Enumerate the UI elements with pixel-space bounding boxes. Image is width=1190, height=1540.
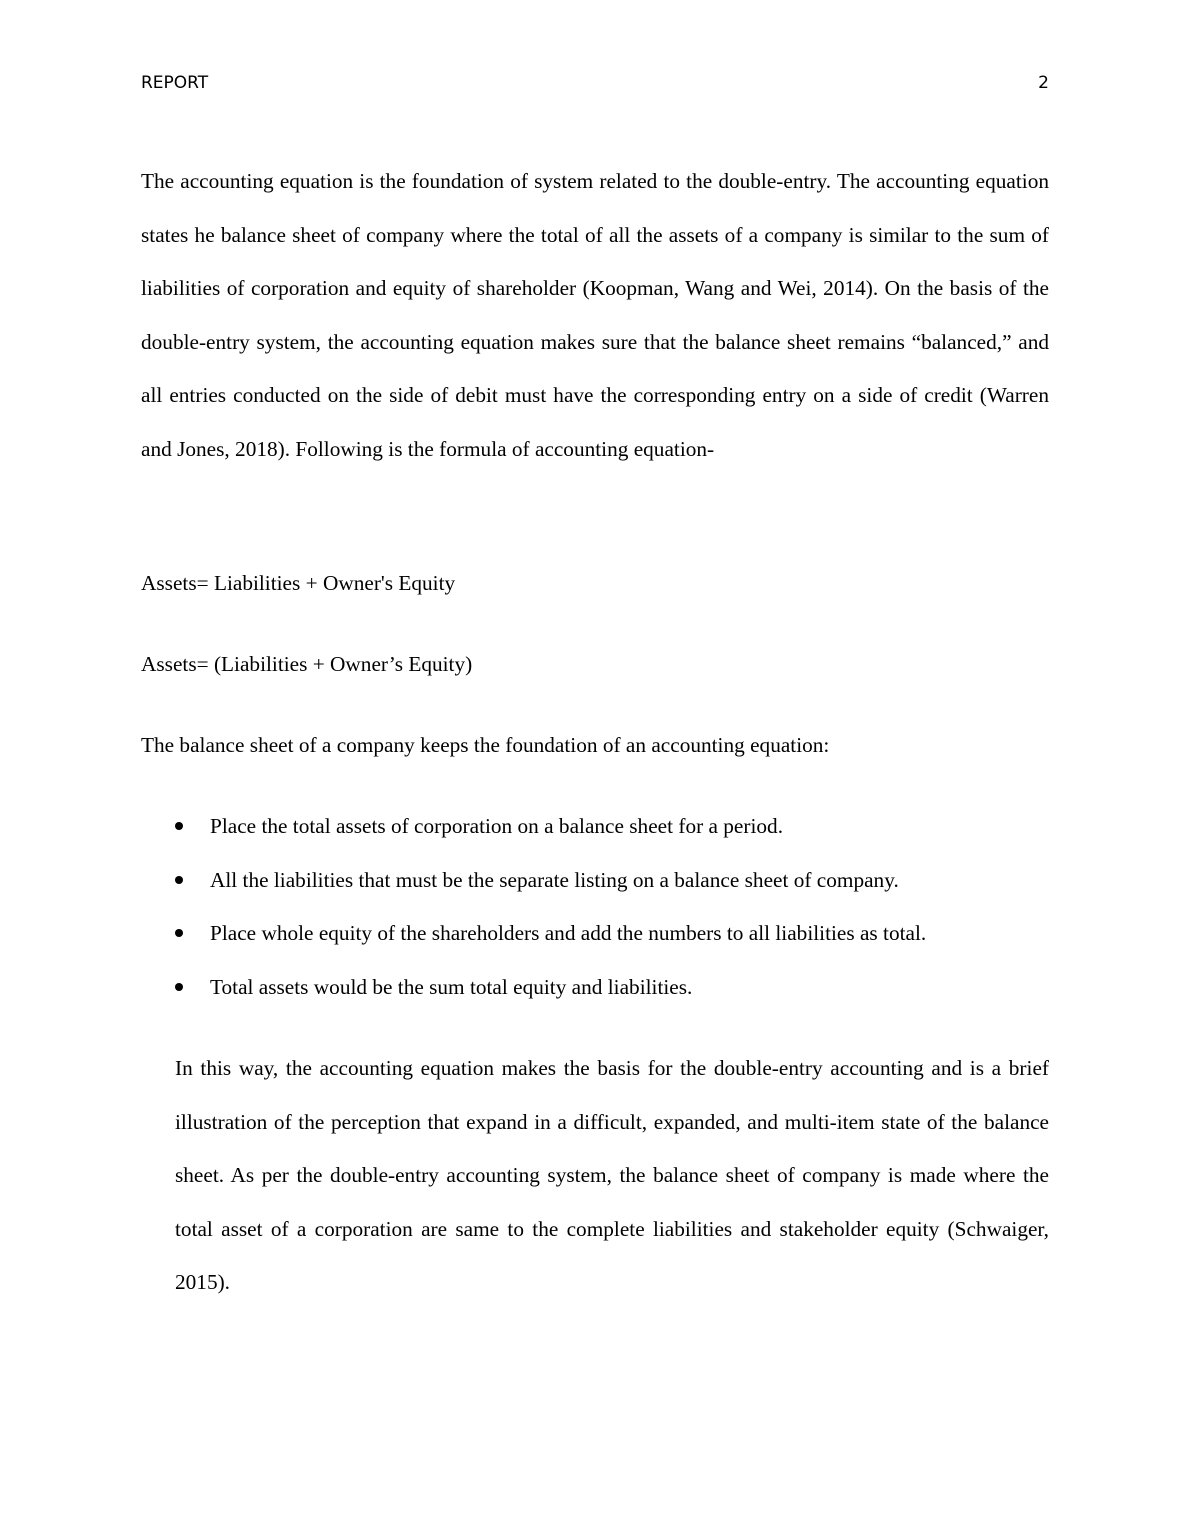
page-number: 2 [1038, 73, 1049, 93]
paragraph-double-entry: In this way, the accounting equation makes the basis for the double-entry accounting and is a brief illustration of the perception that expand in a difficult, expanded, and multi-item state of the balance sheet. As per the double-entry accounting system, the balance sheet of company is made where the total asset of a corporation are same to the complete liabilities and stakeholder equity (Schwaiger, 2015). [175, 1056, 1049, 1295]
bullet-icon [175, 929, 183, 937]
equation-line-2: Assets= (Liabilities + Owner’s Equity) [141, 652, 473, 676]
paragraph-accounting-equation: The accounting equation is the foundation of system related to the double-entry. The accounting equation states he balance sheet of company where the total of all the assets of a company is similar to the sum of liabilities of corporation and equity of shareholder (Koopman, Wang and Wei, 2014). On the basis of the double-entry system, the accounting equation makes sure that the balance sheet remains “balanced,” and all entries conducted on the side of debit must have the corresponding entry on a side of credit (Warren and Jones, 2018). Following is the formula of accounting equation- [141, 169, 1049, 461]
list-item-text: Total assets would be the sum total equity and liabilities. [210, 975, 693, 999]
balance-sheet-intro: The balance sheet of a company keeps the foundation of an accounting equation: [141, 733, 830, 757]
page-header [141, 72, 1049, 94]
bullet-icon [175, 822, 183, 830]
running-head: REPORT [141, 73, 209, 93]
list-item-text: All the liabilities that must be the separate listing on a balance sheet of company. [210, 868, 899, 892]
list-item-text: Place whole equity of the shareholders and add the numbers to all liabilities as total. [210, 921, 927, 945]
bullet-icon [175, 983, 183, 991]
list-item-text: Place the total assets of corporation on a balance sheet for a period. [210, 814, 784, 838]
bullet-icon [175, 876, 183, 884]
equation-line-1: Assets= Liabilities + Owner's Equity [141, 571, 456, 595]
